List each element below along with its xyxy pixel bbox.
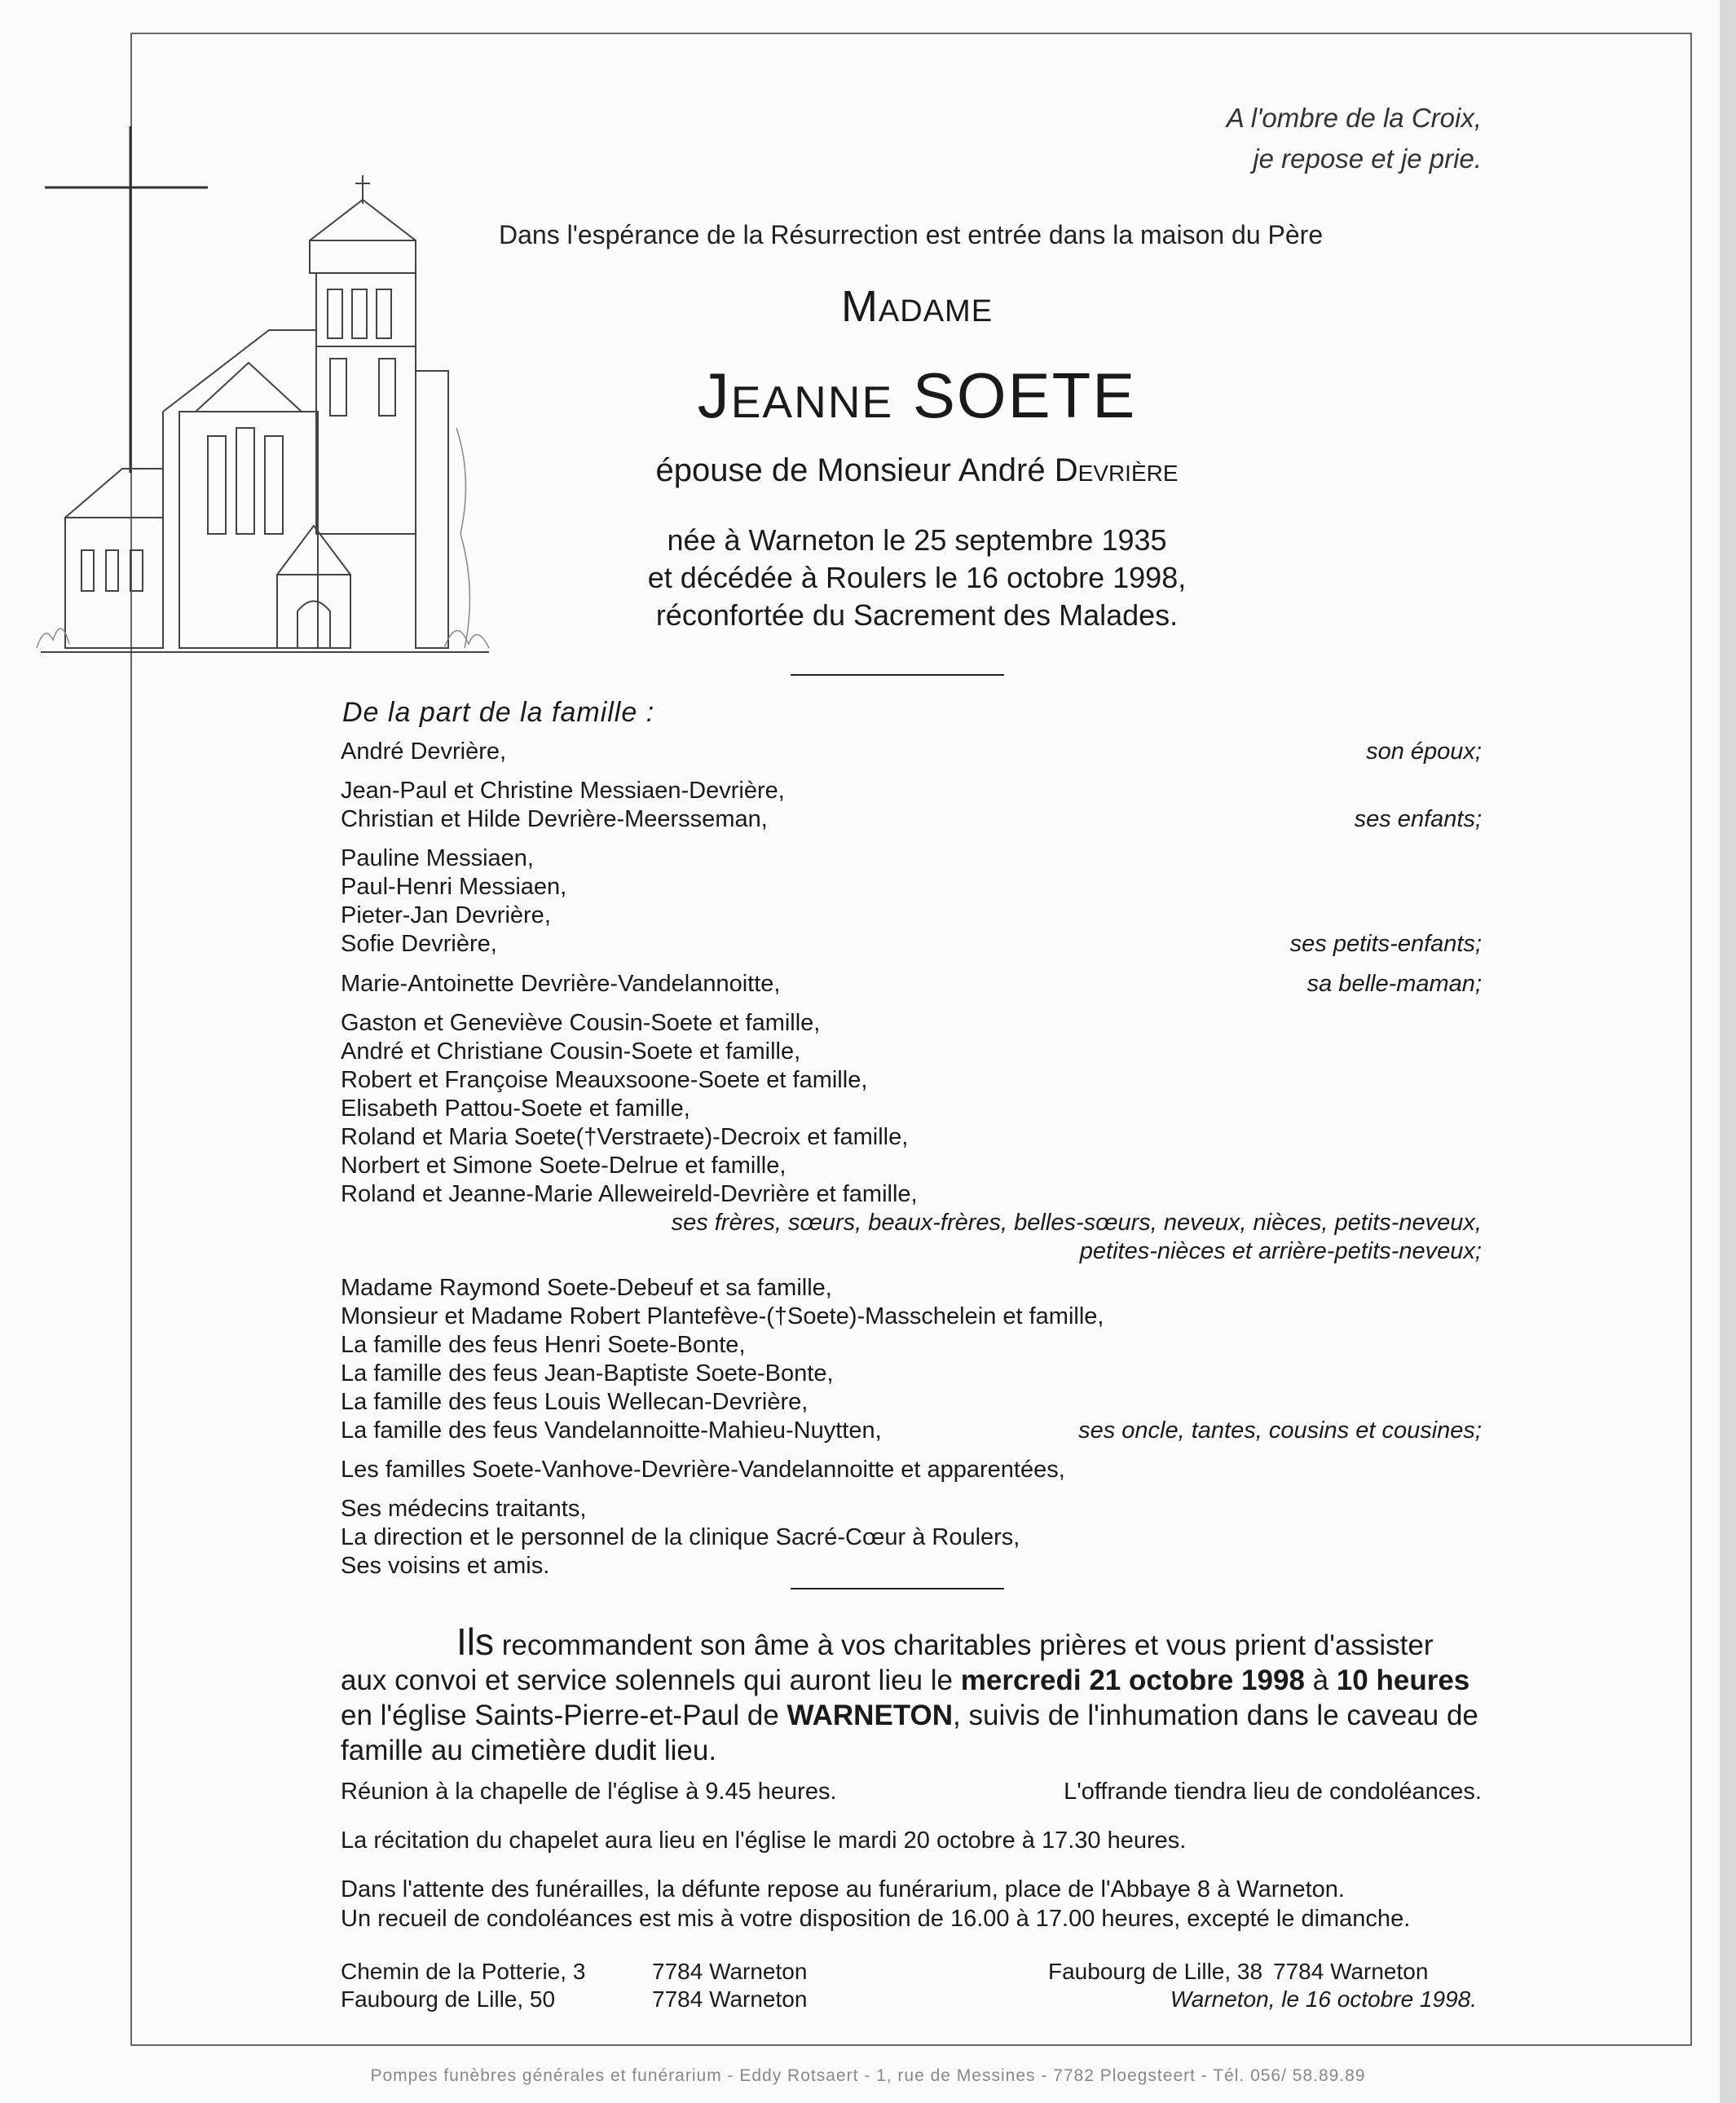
- family-relation: son époux;: [1366, 738, 1482, 765]
- family-name: Pieter-Jan Devrière,: [341, 902, 551, 928]
- epigraph-line2: je repose et je prie.: [1253, 143, 1482, 174]
- spouse-line: [0, 452, 1736, 489]
- closing-p1: recommandent son âme à vos charitables prières et vous prient d'assister aux convoi et service solennels qui auront lieu le: [341, 1629, 1434, 1696]
- family-row: [341, 1066, 1482, 1095]
- family-row: [341, 1180, 1482, 1209]
- extended-row: [341, 1274, 1482, 1303]
- closing-drop: Ils: [456, 1620, 494, 1663]
- family-row: [341, 1095, 1482, 1123]
- closing-p3: en l'église Saints-Pierre-et-Paul de: [341, 1700, 787, 1731]
- extended-row: [341, 1331, 1482, 1360]
- others-row: [341, 1456, 1482, 1484]
- family-row: [341, 738, 1482, 766]
- chapelet-text: La récitation du chapelet aura lieu en l'église le mardi 20 octobre à 17.30 heures.: [341, 1827, 1187, 1854]
- epigraph: [1227, 98, 1482, 179]
- family-relation: sa belle-maman;: [1306, 971, 1482, 997]
- spouse-surname: Devrière: [1054, 452, 1179, 488]
- siblings-relation-line2: petites-nièces et arrière-petits-neveux;: [1079, 1238, 1482, 1264]
- family-row: [341, 930, 1482, 959]
- family-relation: ses enfants;: [1354, 806, 1482, 832]
- family-row: [341, 873, 1482, 902]
- extended-name: La famille des feus Vandelannoitte-Mahieu-Nuytten,: [341, 1417, 882, 1444]
- funerarium-line1: Dans l'attente des funérailles, la défunte repose au funérarium, place de l'Abbaye 8 à Warneton.: [341, 1876, 1345, 1902]
- extended-row: [341, 1388, 1482, 1417]
- closing-date: mercredi 21 octobre 1998: [960, 1664, 1305, 1696]
- others-name: Les familles Soete-Vanhove-Devrière-Vandelannoitte et apparentées,: [341, 1457, 1065, 1483]
- extended-relation: ses oncle, tantes, cousins et cousines;: [1078, 1417, 1482, 1444]
- closing-time: 10 heures: [1336, 1664, 1470, 1696]
- address-left-city: 7784 Warneton: [652, 1959, 808, 1984]
- family-name: Roland et Maria Soete(†Verstraete)-Decroix et famille,: [341, 1124, 909, 1150]
- family-relation: ses petits-enfants;: [1289, 931, 1482, 957]
- family-row: [341, 1123, 1482, 1152]
- family-name: Pauline Messiaen,: [341, 845, 534, 871]
- siblings-relation-line1: ses frères, sœurs, beaux-frères, belles-sœurs, neveux, nièces, petits-neveux,: [671, 1210, 1482, 1236]
- family-row: [341, 805, 1482, 834]
- others-row: [341, 1523, 1482, 1552]
- extended-row: [341, 1417, 1482, 1445]
- extended-name: Monsieur et Madame Robert Plantefève-(†Soete)-Masschelein et famille,: [341, 1303, 1104, 1329]
- address-right-street: Faubourg de Lille, 38: [1048, 1959, 1263, 1984]
- divider-bottom: [791, 1588, 1004, 1589]
- family-row: [341, 970, 1482, 999]
- family-name: Elisabeth Pattou-Soete et famille,: [341, 1096, 690, 1122]
- divider-top: [791, 674, 1004, 676]
- family-name: Marie-Antoinette Devrière-Vandelannoitte,: [341, 971, 781, 997]
- family-name: Christian et Hilde Devrière-Meersseman,: [341, 806, 768, 832]
- extended-row: [341, 1303, 1482, 1331]
- family-name: Roland et Jeanne-Marie Alleweireld-Devrière et famille,: [341, 1181, 918, 1207]
- extended-name: La famille des feus Henri Soete-Bonte,: [341, 1332, 746, 1358]
- closing-p4: , suivis de l'inhumation dans le caveau de famille au cimetière dudit lieu.: [341, 1700, 1478, 1766]
- title-madame: Madame: [840, 282, 994, 331]
- closing-p2: à: [1304, 1664, 1337, 1696]
- family-name: Norbert et Simone Soete-Delrue et famille,: [341, 1153, 786, 1179]
- address-right-city: 7784 Warneton: [1273, 1959, 1429, 1984]
- family-row: [341, 1009, 1482, 1038]
- family-name: André Devrière,: [341, 738, 507, 765]
- family-row: [341, 777, 1482, 805]
- closing-place: WARNETON: [786, 1700, 954, 1731]
- family-name: Robert et Françoise Meauxsoone-Soete et famille,: [341, 1067, 868, 1093]
- spouse-prefix: épouse de Monsieur André: [655, 452, 1055, 488]
- others-name: Ses médecins traitants,: [341, 1496, 587, 1522]
- family-row: [341, 1038, 1482, 1066]
- family-name: Jean-Paul et Christine Messiaen-Devrière,: [341, 778, 785, 804]
- others-name: La direction et le personnel de la clinique Sacré-Cœur à Roulers,: [341, 1524, 1020, 1550]
- family-name: Paul-Henri Messiaen,: [341, 874, 567, 900]
- others-row: [341, 1552, 1482, 1581]
- family-name: André et Christiane Cousin-Soete et famille,: [341, 1038, 801, 1065]
- family-row: [341, 844, 1482, 873]
- funerarium-line2: Un recueil de condoléances est mis à votre disposition de 16.00 à 17.00 heures, excepté le dimanche.: [341, 1906, 1411, 1932]
- extended-name: La famille des feus Jean-Baptiste Soete-Bonte,: [341, 1360, 834, 1387]
- address-left-street: Chemin de la Potterie, 3: [341, 1959, 586, 1984]
- others-row: [341, 1495, 1482, 1523]
- intro-text: Dans l'espérance de la Résurrection est entrée dans la maison du Père: [499, 220, 1324, 249]
- others-name: Ses voisins et amis.: [341, 1553, 550, 1579]
- address-left-city: 7784 Warneton: [652, 1986, 808, 2012]
- place-date: Warneton, le 16 octobre 1998.: [1170, 1986, 1477, 2012]
- deceased-name: Jeanne SOETE: [697, 359, 1137, 431]
- epigraph-line1: A l'ombre de la Croix,: [1226, 103, 1482, 133]
- dates-block: [0, 522, 1736, 634]
- family-name: Sofie Devrière,: [341, 931, 497, 957]
- family-name: Gaston et Geneviève Cousin-Soete et famille,: [341, 1010, 821, 1036]
- family-row: [341, 902, 1482, 930]
- closing-paragraph: [341, 1620, 1482, 1768]
- family-row: [341, 1152, 1482, 1180]
- offrande-text: L'offrande tiendra lieu de condoléances.: [1064, 1779, 1482, 1805]
- address-left-street: Faubourg de Lille, 50: [341, 1986, 556, 2012]
- sacrament-line: réconfortée du Sacrement des Malades.: [655, 598, 1179, 632]
- extended-name: Madame Raymond Soete-Debeuf et sa famille,: [341, 1275, 832, 1301]
- birth-line: née à Warneton le 25 septembre 1935: [667, 523, 1167, 557]
- reunion-text: Réunion à la chapelle de l'église à 9.45 heures.: [341, 1779, 837, 1805]
- death-line: et décédée à Roulers le 16 octobre 1998,: [647, 561, 1187, 594]
- extended-name: La famille des feus Louis Wellecan-Devrière,: [341, 1389, 809, 1415]
- footer-text: Pompes funèbres générales et funérarium - Eddy Rotsaert - 1, rue de Messines - 7782 Ploegsteert - Tél. 056/ 58.89.89: [370, 2066, 1366, 2085]
- extended-row: [341, 1360, 1482, 1388]
- family-heading: De la part de la famille :: [342, 697, 655, 728]
